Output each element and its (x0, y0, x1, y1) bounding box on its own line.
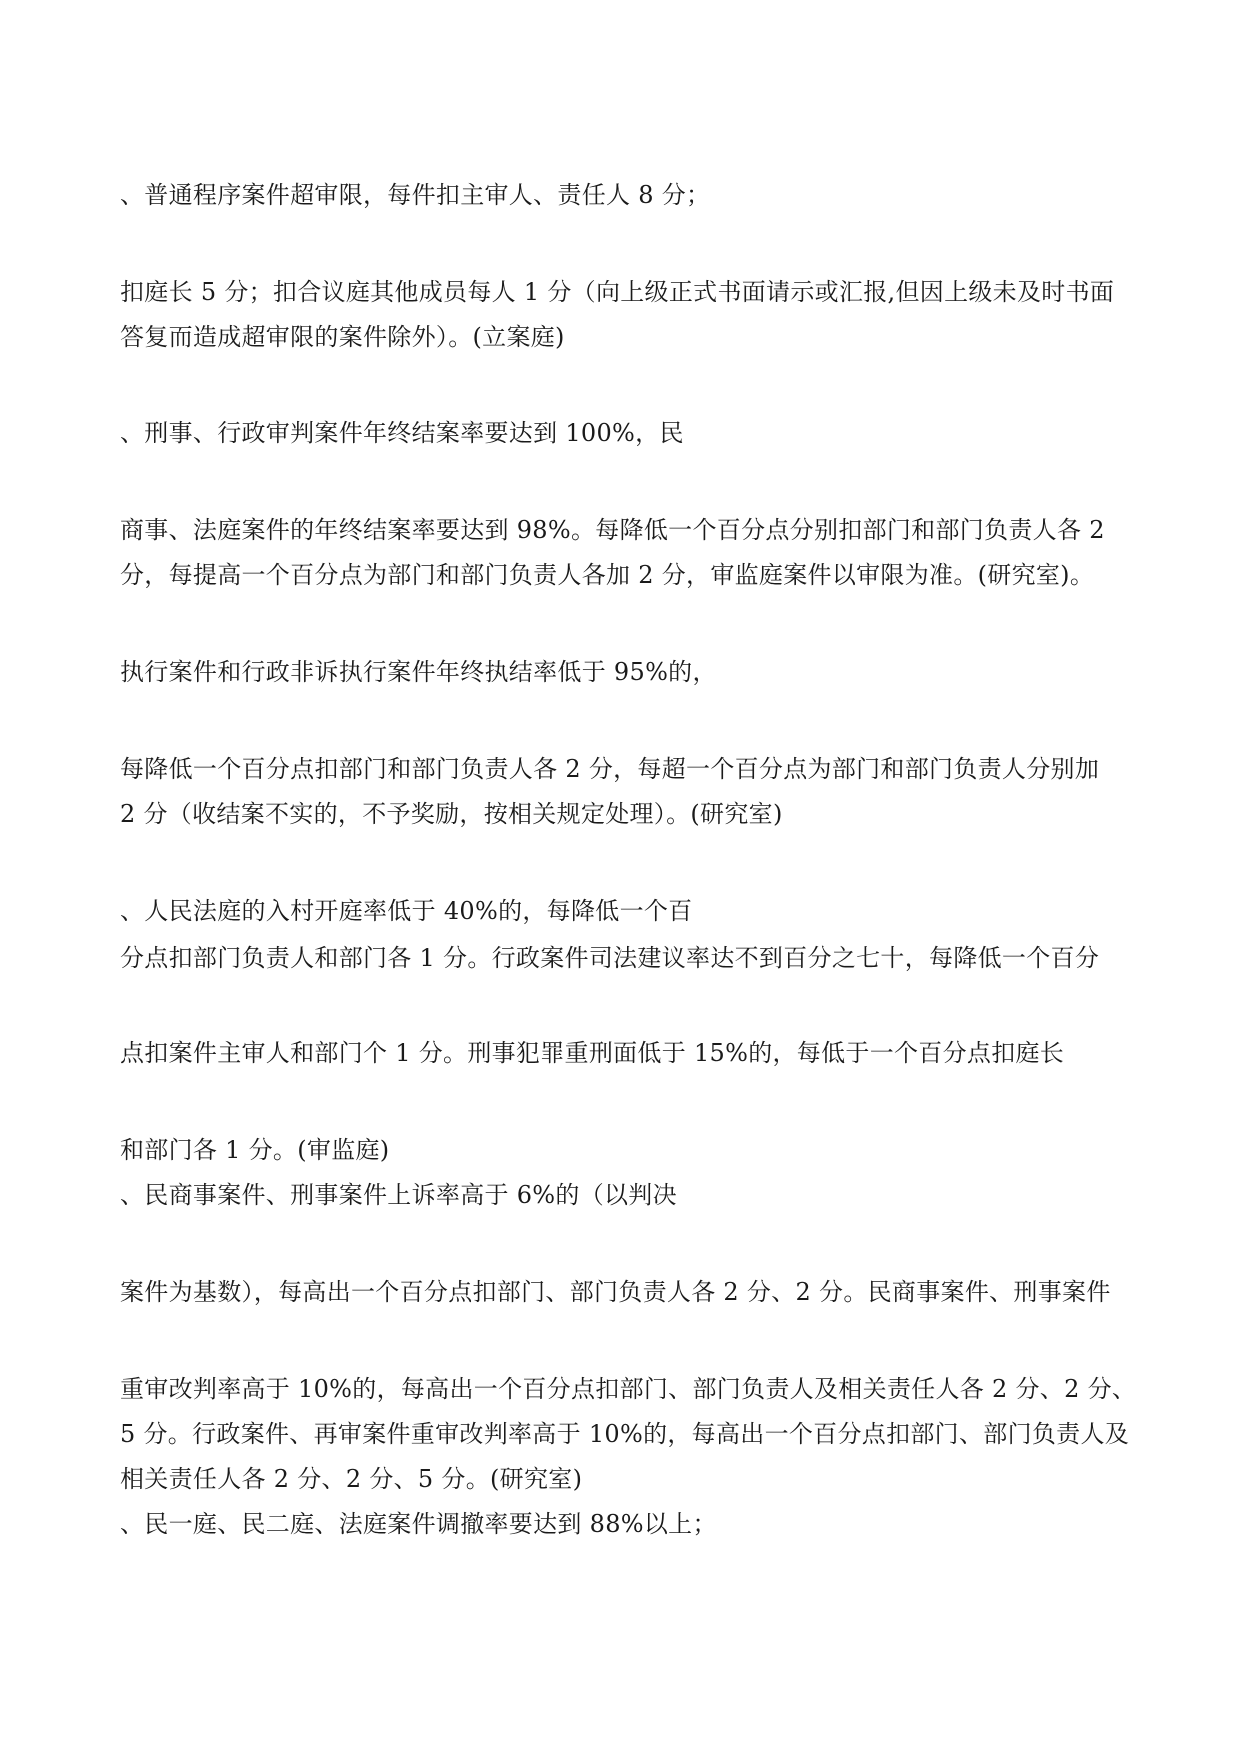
paragraph-4-line-1: 商事、法庭案件的年终结案率要达到 98%。每降低一个百分点分别扣部门和部门负责人各 2 (120, 516, 1105, 544)
paragraph-11-line-1: 案件为基数），每高出一个百分点扣部门、部门负责人各 2 分、2 分。民商事案件、刑事案件 (120, 1278, 1111, 1306)
paragraph-3-line-1: 、刑事、行政审判案件年终结案率要达到 100%，民 (120, 419, 684, 447)
paragraph-12-line-1: 、民一庭、民二庭、法庭案件调撤率要达到 88%以上； (120, 1510, 717, 1538)
paragraph-7-line-1: 、人民法庭的入村开庭率低于 40%的，每降低一个百 (120, 897, 693, 925)
paragraph-8-line-2: 点扣案件主审人和部门个 1 分。刑事犯罪重刑面低于 15%的，每低于一个百分点扣庭长 (120, 1039, 1065, 1067)
paragraph-2-line-1: 扣庭长 5 分；扣合议庭其他成员每人 1 分（向上级正式书面请示或汇报,但因上级未及时书面 (120, 278, 1115, 306)
paragraph-4-line-2: 分，每提高一个百分点为部门和部门负责人各加 2 分，审监庭案件以审限为准。(研究室)。 (120, 561, 1095, 589)
paragraph-6-line-1: 每降低一个百分点扣部门和部门负责人各 2 分，每超一个百分点为部门和部门负责人分别加 (120, 755, 1100, 783)
paragraph-6-line-2: 2 分（收结案不实的，不予奖励，按相关规定处理）。(研究室) (120, 800, 783, 828)
paragraph-11-line-2: 重审改判率高于 10%的，每高出一个百分点扣部门、部门负责人及相关责任人各 2 分、2 分、 (120, 1375, 1137, 1403)
paragraph-8-line-1: 分点扣部门负责人和部门各 1 分。行政案件司法建议率达不到百分之七十，每降低一个百分 (120, 944, 1100, 972)
paragraph-11-line-3: 5 分。行政案件、再审案件重审改判率高于 10%的，每高出一个百分点扣部门、部门负责人及 (120, 1420, 1130, 1448)
paragraph-5-line-1: 执行案件和行政非诉执行案件年终执结率低于 95%的， (120, 658, 717, 686)
paragraph-9-line-1: 和部门各 1 分。(审监庭) (120, 1136, 390, 1164)
paragraph-1-line-1: 、普通程序案件超审限，每件扣主审人、责任人 8 分； (120, 181, 711, 209)
paragraph-10-line-1: 、民商事案件、刑事案件上诉率高于 6%的（以判决 (120, 1181, 677, 1209)
paragraph-11-line-4: 相关责任人各 2 分、2 分、5 分。(研究室) (120, 1465, 583, 1493)
paragraph-2-line-2: 答复而造成超审限的案件除外）。(立案庭) (120, 323, 565, 351)
